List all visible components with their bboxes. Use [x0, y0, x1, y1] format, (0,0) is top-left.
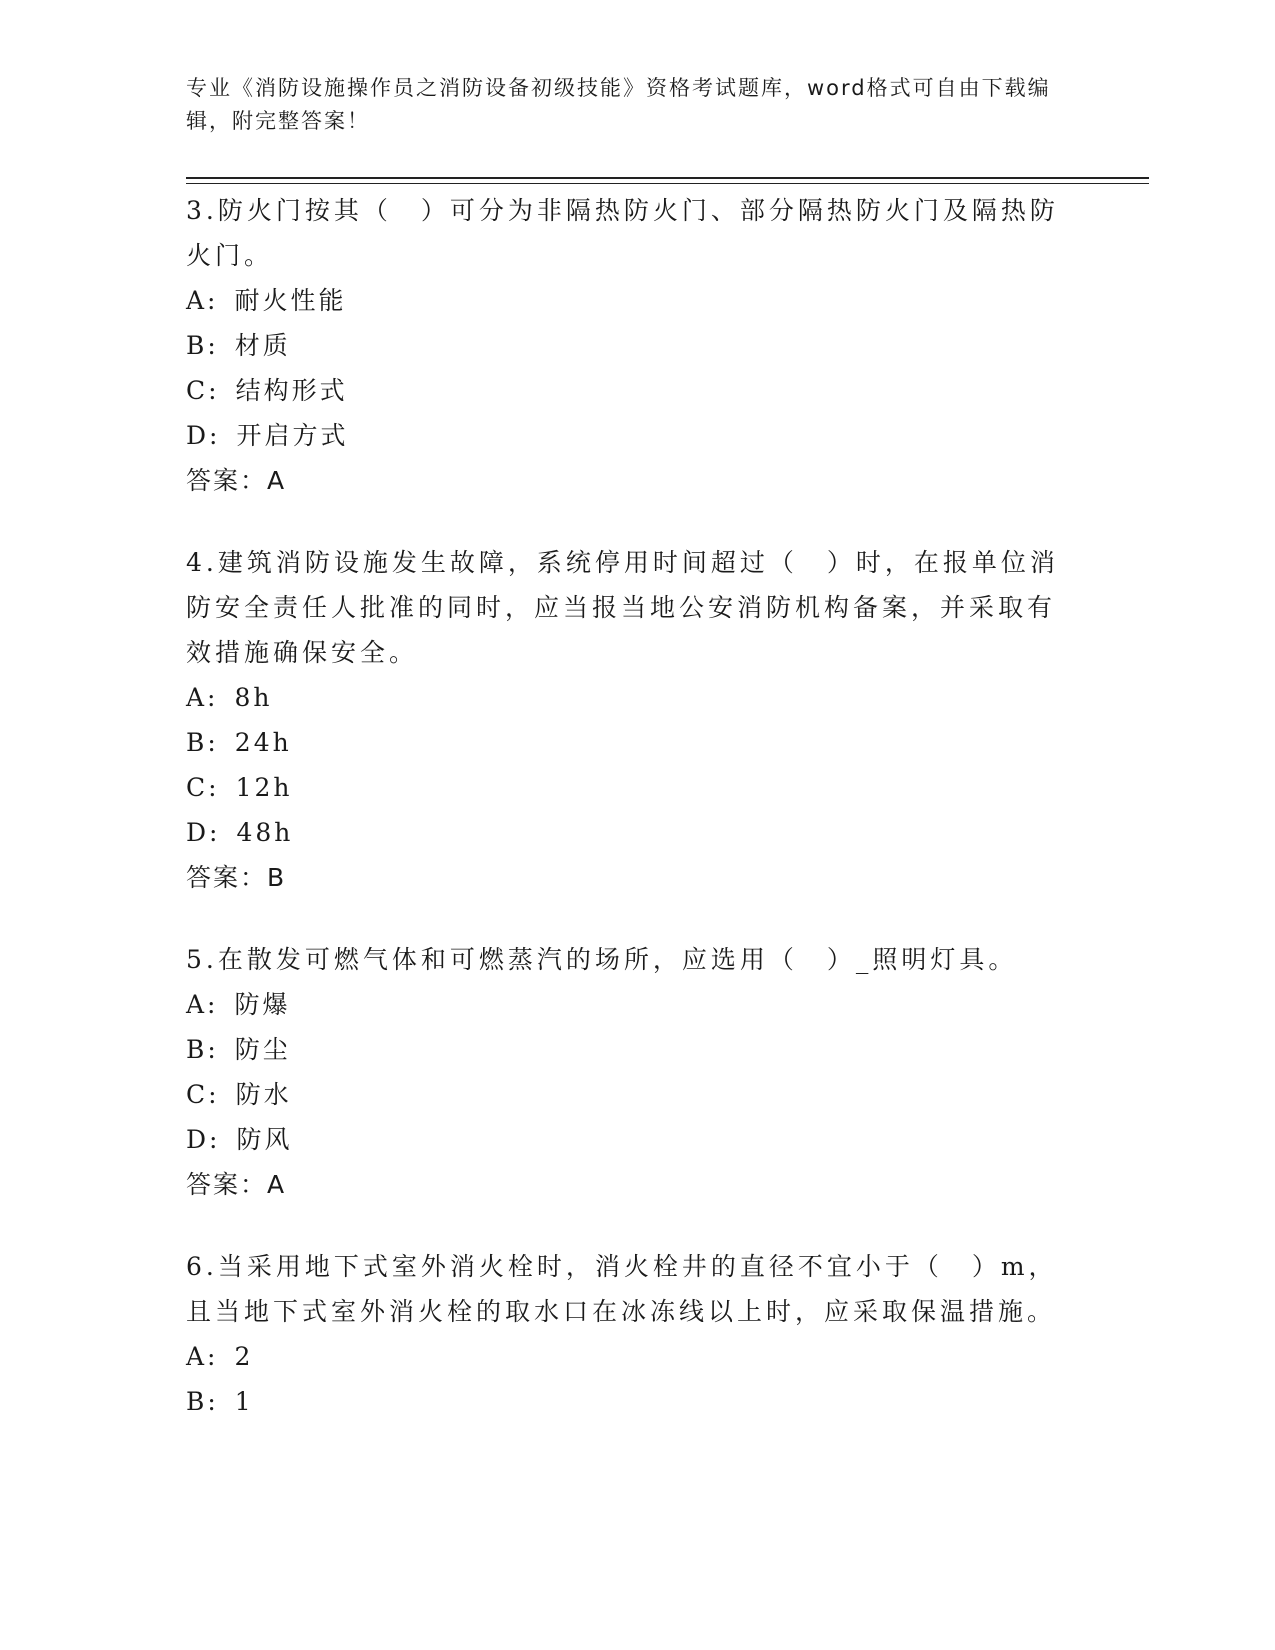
option-b: [186, 720, 1066, 765]
option-text: 48h: [236, 818, 294, 847]
option-text: 防尘: [234, 1035, 291, 1064]
option-text: 8h: [234, 683, 273, 712]
answer-line: 答案：B: [186, 863, 287, 892]
option-label: B:: [186, 1387, 219, 1416]
option-text: 结构形式: [235, 376, 348, 405]
option-text: 12h: [235, 773, 293, 802]
option-c: [186, 368, 1066, 413]
header-divider-thick: [186, 177, 1149, 179]
question-text: 3.防火门按其（ ）可分为非隔热防火门、部分隔热防火门及隔热防火门。: [186, 196, 1059, 270]
option-text: 24h: [234, 728, 292, 757]
option-text: 防爆: [234, 990, 291, 1019]
option-text: 防风: [236, 1125, 293, 1154]
option-text: 耐火性能: [234, 286, 347, 315]
question-list: [186, 188, 1066, 1461]
option-b: [186, 323, 1066, 368]
option-b: [186, 1027, 1066, 1072]
option-label: D:: [186, 818, 221, 847]
option-a: [186, 675, 1066, 720]
option-text: 材质: [234, 331, 291, 360]
option-label: A:: [186, 1342, 219, 1371]
option-label: C:: [186, 1080, 220, 1109]
answer-line: 答案：A: [186, 1170, 287, 1199]
option-label: A:: [186, 683, 219, 712]
question-3: [186, 188, 1066, 503]
option-c: [186, 765, 1066, 810]
question-4: [186, 540, 1066, 900]
option-text: 开启方式: [236, 421, 349, 450]
option-text: 2: [234, 1342, 254, 1371]
question-6: [186, 1244, 1066, 1424]
question-5: [186, 937, 1066, 1207]
option-label: B:: [186, 331, 219, 360]
option-label: A:: [186, 990, 219, 1019]
header-divider-thin: [186, 183, 1149, 184]
option-label: A:: [186, 286, 219, 315]
option-label: D:: [186, 1125, 221, 1154]
option-text: 防水: [235, 1080, 292, 1109]
option-a: [186, 982, 1066, 1027]
option-d: [186, 810, 1066, 855]
option-c: [186, 1072, 1066, 1117]
question-text: 6.当采用地下式室外消火栓时，消火栓井的直径不宜小于（ ）m，且当地下式室外消火栓的取水口在冰冻线以上时，应采取保温措施。: [186, 1252, 1058, 1326]
option-d: [186, 1117, 1066, 1162]
question-text: 5.在散发可燃气体和可燃蒸汽的场所，应选用（ ）_照明灯具。: [186, 945, 1018, 974]
option-label: B:: [186, 728, 219, 757]
option-label: D:: [186, 421, 221, 450]
option-a: [186, 278, 1066, 323]
answer-line: 答案：A: [186, 466, 287, 495]
option-label: C:: [186, 773, 220, 802]
option-label: B:: [186, 1035, 219, 1064]
option-label: C:: [186, 376, 220, 405]
document-header: 专业《消防设施操作员之消防设备初级技能》资格考试题库，word格式可自由下载编辑，附完整答案！: [186, 76, 1051, 133]
option-d: [186, 413, 1066, 458]
option-a: [186, 1334, 1066, 1379]
option-text: 1: [234, 1387, 254, 1416]
option-b: [186, 1379, 1066, 1424]
question-text: 4.建筑消防设施发生故障，系统停用时间超过（ ）时，在报单位消防安全责任人批准的同时，应当报当地公安消防机构备案，并采取有效措施确保安全。: [186, 548, 1059, 667]
